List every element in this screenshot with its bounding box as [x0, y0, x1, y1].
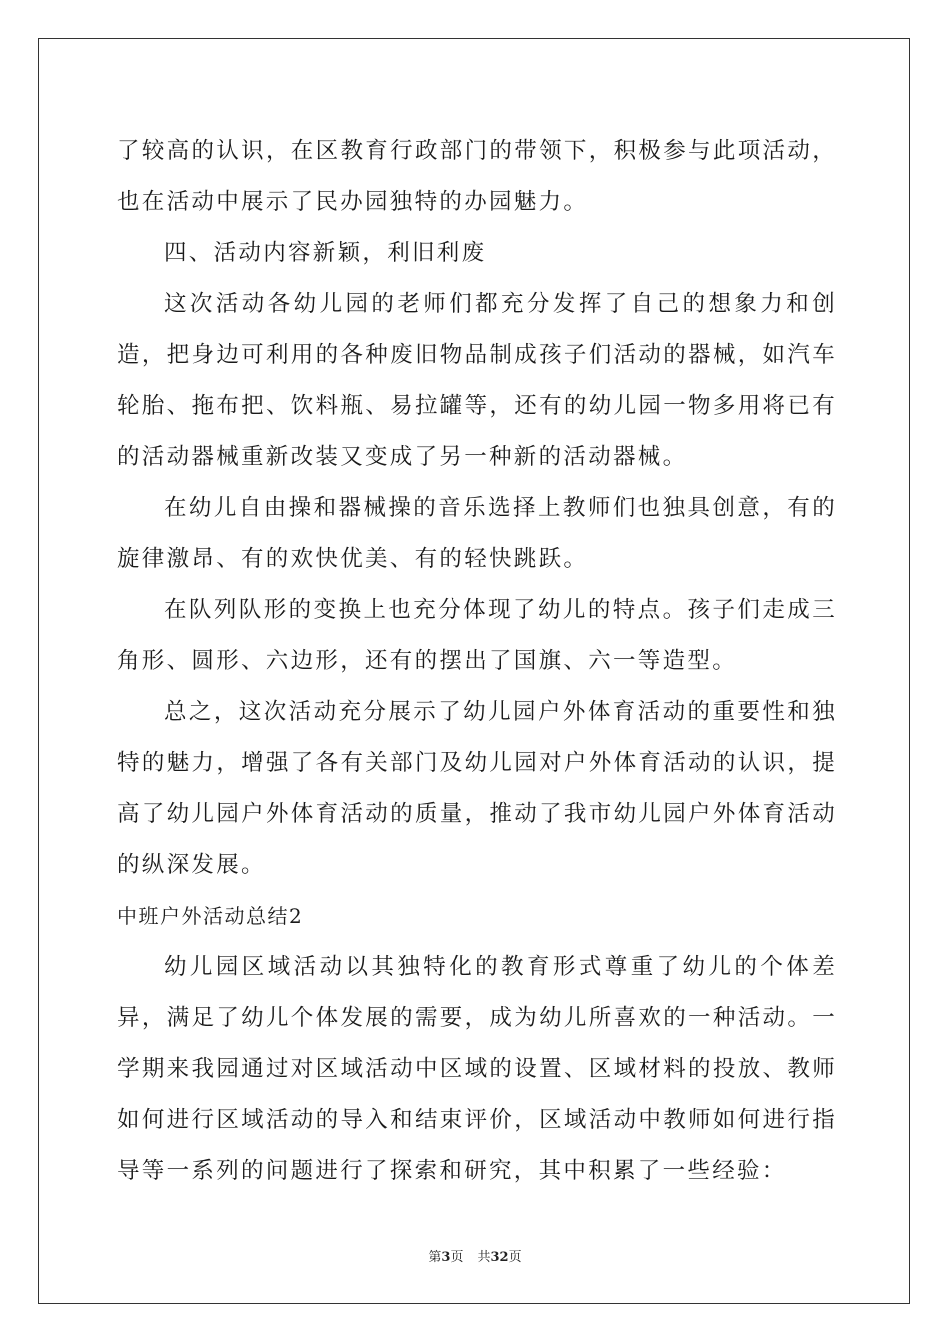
paragraph: 总之，这次活动充分展示了幼儿园户外体育活动的重要性和独特的魅力，增强了各有关部门及幼儿园对户外体育活动的认识，提高了幼儿园户外体育活动的质量，推动了我市幼儿园户外体育活动的纵深发展。: [117, 699, 837, 878]
page-number: 3: [441, 1250, 451, 1265]
paragraph: 这次活动各幼儿园的老师们都充分发挥了自己的想象力和创造，把身边可利用的各种废旧物品制成孩子们活动的器械，如汽车轮胎、拖布把、饮料瓶、易拉罐等，还有的幼儿园一物多用将已有的活动器械重新改装又变成了另一种新的活动器械。: [117, 291, 837, 470]
page-prefix: 第: [428, 1250, 442, 1265]
paragraph: 在队列队形的变换上也充分体现了幼儿的特点。孩子们走成三角形、圆形、六边形，还有的摆出了国旗、六一等造型。: [117, 597, 837, 674]
total-suffix: 页: [508, 1250, 522, 1265]
document-body: [117, 126, 837, 1197]
page-footer: [0, 1246, 950, 1265]
total-prefix: 共: [477, 1250, 491, 1265]
page-suffix: 页: [450, 1250, 464, 1265]
paragraph: 在幼儿自由操和器械操的音乐选择上教师们也独具创意，有的旋律激昂、有的欢快优美、有的轻快跳跃。: [117, 495, 837, 572]
section-heading: 中班户外活动总结2: [117, 904, 304, 928]
subsection-heading: 四、活动内容新颖，利旧利废: [164, 240, 487, 266]
paragraph: 幼儿园区域活动以其独特化的教育形式尊重了幼儿的个体差异，满足了幼儿个体发展的需要，成为幼儿所喜欢的一种活动。一学期来我园通过对区域活动中区域的设置、区域材料的投放、教师如何进行区域活动的导入和结束评价，区域活动中教师如何进行指导等一系列的问题进行了探索和研究，其中积累了一些经验：: [117, 954, 837, 1184]
total-pages: 32: [490, 1250, 509, 1265]
paragraph: 了较高的认识，在区教育行政部门的带领下，积极参与此项活动，也在活动中展示了民办园独特的办园魅力。: [117, 138, 837, 215]
